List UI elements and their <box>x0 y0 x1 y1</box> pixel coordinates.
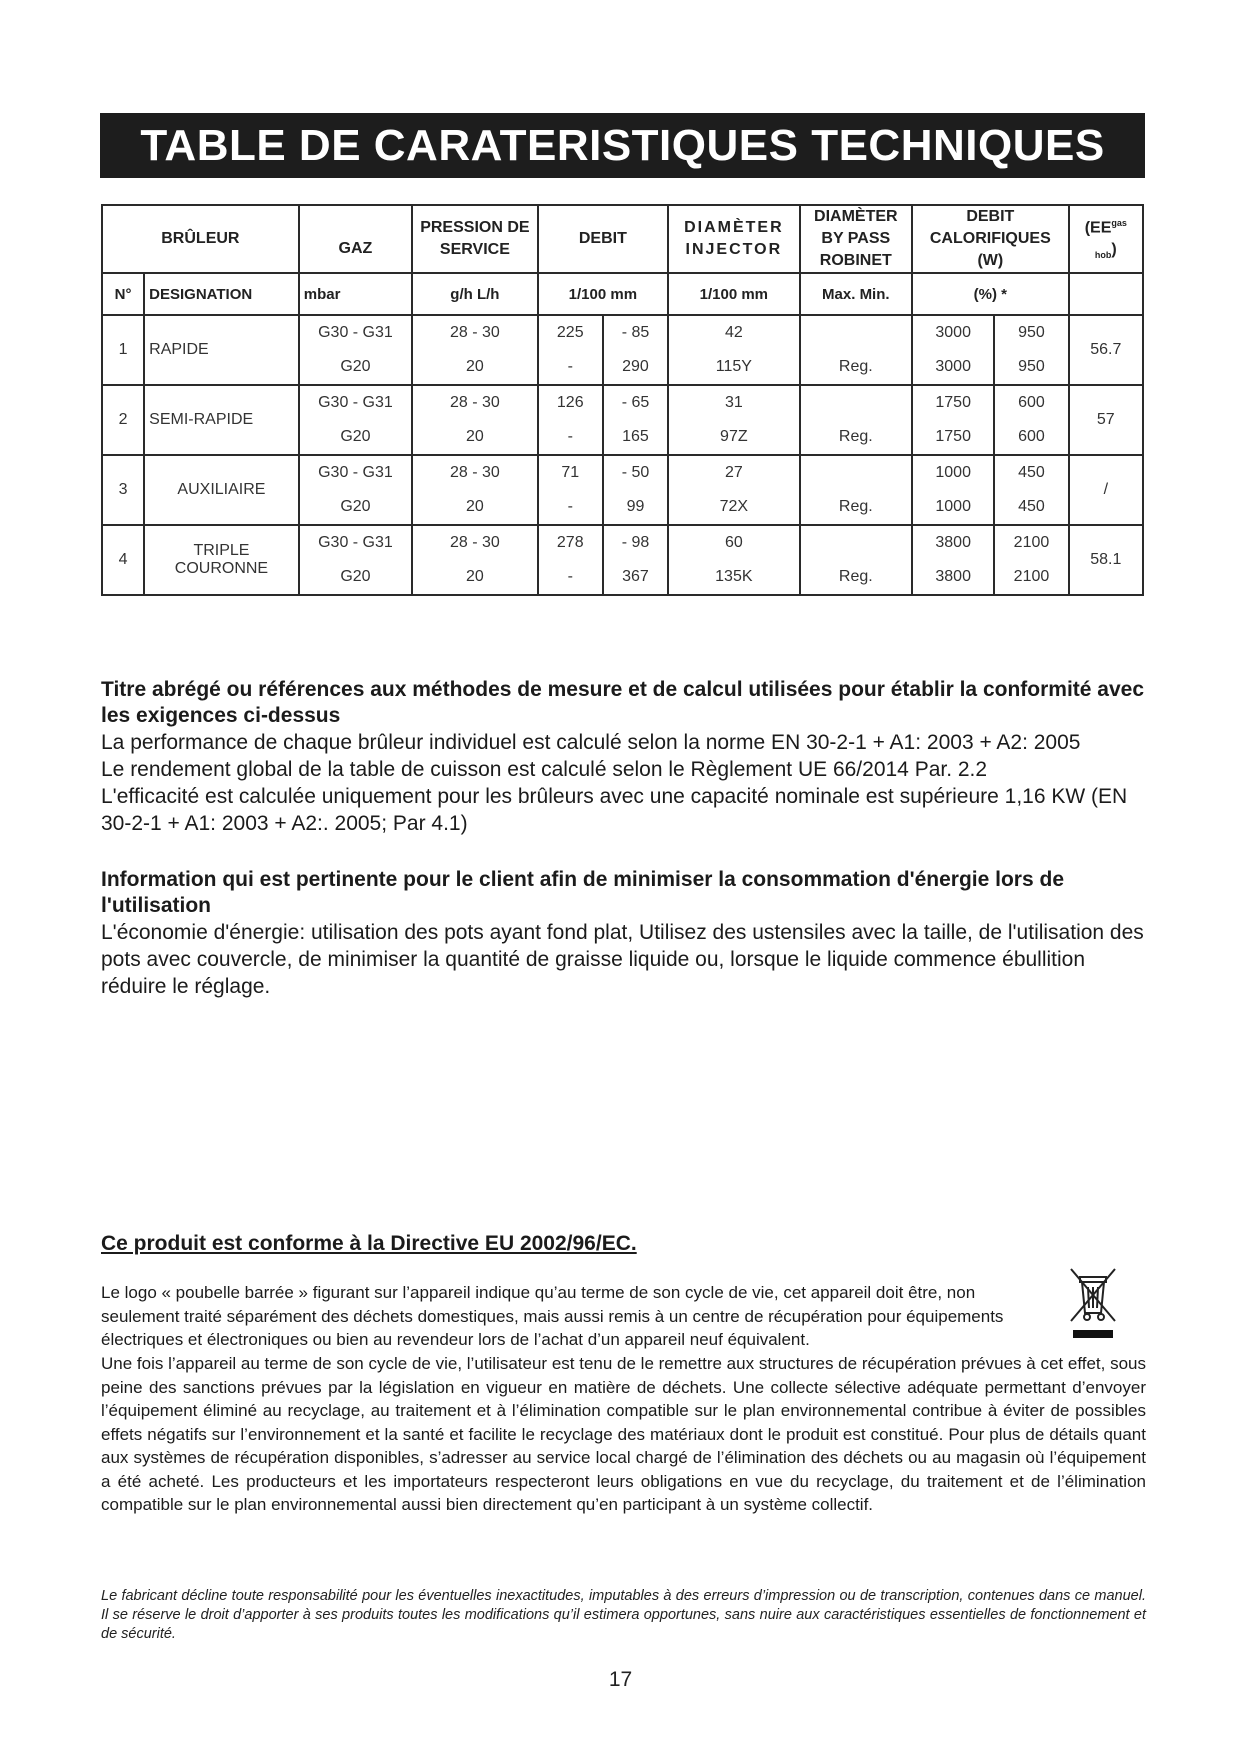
header-ee-open: (EE <box>1084 219 1112 237</box>
header-diameter-injector: DIAMÈTER INJECTOR <box>668 205 800 273</box>
row-min-1: 450 <box>994 455 1068 490</box>
row-lh-2: 367 <box>603 560 668 595</box>
row-max-1: 1000 <box>912 455 994 490</box>
row-no: 2 <box>102 385 144 455</box>
row-gas-1: G30 - G31 <box>299 525 412 560</box>
row-lh-2: 99 <box>603 490 668 525</box>
row-min-2: 600 <box>994 420 1068 455</box>
row-bypass-1 <box>800 525 912 560</box>
row-pression-2: 20 <box>412 560 537 595</box>
row-gh-2: - <box>538 420 603 455</box>
row-lh-2: 290 <box>603 350 668 385</box>
row-max-2: 1750 <box>912 420 994 455</box>
row-lh-1: - 85 <box>603 315 668 350</box>
subheader-debit-lh: L/h <box>476 285 500 303</box>
row-gas-2: G20 <box>299 490 412 525</box>
row-bypass-2: Reg. <box>800 560 912 595</box>
row-gas-1: G30 - G31 <box>299 315 412 350</box>
row-no: 3 <box>102 455 144 525</box>
methods-line-3: L'efficacité est calculée uniquement pour les brûleurs avec une capacité nominale est supérieure 1,16 KW (EN 30-2-1 + A1: 2003 + A2:. 2005; Par 4.1) <box>101 785 1128 835</box>
row-injector-2: 72X <box>668 490 800 525</box>
row-pression-1: 28 - 30 <box>412 525 537 560</box>
row-max-2: 3800 <box>912 560 994 595</box>
row-gh-1: 278 <box>538 525 603 560</box>
row-ee: 56.7 <box>1069 315 1143 385</box>
row-ee: / <box>1069 455 1143 525</box>
row-pression-1: 28 - 30 <box>412 385 537 420</box>
row-injector-2: 115Y <box>668 350 800 385</box>
row-no: 1 <box>102 315 144 385</box>
subheader-blank <box>1069 273 1143 315</box>
row-lh-1: - 98 <box>603 525 668 560</box>
row-gh-2: - <box>538 560 603 595</box>
row-bypass-1 <box>800 455 912 490</box>
row-bypass-1 <box>800 315 912 350</box>
row-gh-2: - <box>538 350 603 385</box>
subheader-bypass: 1/100 mm <box>668 273 800 315</box>
row-min-2: 950 <box>994 350 1068 385</box>
row-bypass-2: Reg. <box>800 420 912 455</box>
row-gas-2: G20 <box>299 560 412 595</box>
row-min-1: 950 <box>994 315 1068 350</box>
header-debit: DEBIT <box>538 205 668 273</box>
technical-spec-table <box>101 204 1144 596</box>
crossed-out-wheelie-bin-icon <box>1063 1263 1123 1341</box>
row-bypass-1 <box>800 385 912 420</box>
header-bruleur: BRÛLEUR <box>102 205 299 273</box>
row-bypass-2: Reg. <box>800 490 912 525</box>
directive-title: Ce produit est conforme à la Directive EU 2002/96/EC. <box>101 1232 637 1255</box>
header-gaz: GAZ <box>299 205 412 273</box>
row-gas-2: G20 <box>299 420 412 455</box>
methods-line-1: La performance de chaque brûleur individuel est calculé selon la norme EN 30-2-1 + A1: 2003 + A2: 2005 <box>101 731 1081 754</box>
row-gas-1: G30 - G31 <box>299 385 412 420</box>
table-row <box>102 455 1143 490</box>
table-header-row <box>102 205 1143 273</box>
row-gh-1: 225 <box>538 315 603 350</box>
subheader-no: N° <box>102 273 144 315</box>
subheader-debit-gh: g/h <box>450 285 473 303</box>
methods-line-2: Le rendement global de la table de cuisson est calculé selon le Règlement UE 66/2014 Par. 2.2 <box>101 758 988 781</box>
subheader-designation: DESIGNATION <box>144 273 299 315</box>
header-ee-close: ) <box>1111 241 1117 259</box>
row-ee: 58.1 <box>1069 525 1143 595</box>
disclaimer: Le fabricant décline toute responsabilité pour les éventuelles inexactitudes, imputables à des erreurs d’impression ou de transcription, contenues dans ce manuel. Il se réserve le droit d’apporter à ses produits toutes les modifications qu’il estimera opportunes, sans nuire aux caractéristiques essentielles de fonctionnement et de sécurité. <box>101 1588 1146 1642</box>
row-pression-2: 20 <box>412 420 537 455</box>
row-designation: RAPIDE <box>144 315 299 385</box>
row-max-1: 3000 <box>912 315 994 350</box>
row-injector-1: 27 <box>668 455 800 490</box>
header-ee-sub-hob: hob <box>1094 250 1112 261</box>
directive-paragraph-1: Le logo « poubelle barrée » figurant sur l’appareil indique qu’au terme de son cycle de vie, cet appareil doit être, non seulement traité séparément des déchets domestiques, mais aussi remis à un centre de récupération pour équipements électriques et électroniques ou bien au revendeur lors de l’achat d’un appareil neuf équivalent. <box>101 1283 1004 1349</box>
row-gas-1: G30 - G31 <box>299 455 412 490</box>
table-row <box>102 385 1143 420</box>
row-ee: 57 <box>1069 385 1143 455</box>
row-min-2: 450 <box>994 490 1068 525</box>
directive-paragraph-2: Une fois l’appareil au terme de son cycle de vie, l’utilisateur est tenu de le remettre aux structures de récupération prévues à cet effet, sous peine des sanctions prévues par la législation en vigueur en matière de déchets. Une collecte sélective adéquate permettant d’envoyer l’équipement éliminé au recyclage, au traitement et à l’élimination compatible sur le plan environnemental contribue à éviter de possibles effets négatifs sur l’environnement et la santé et facilite le recyclage des matériaux dont le produit est constitué. Pour plus de détails quant aux systèmes de récupération disponibles, s’adresser au service local chargé de l’élimination des déchets ou au magasin où l’équipement a été acheté. Les producteurs et les importateurs respecteront leurs obligations en vue du recyclage, du traitement et de l’élimination compatible sur le plan environnemental aussi bien directement qu’en participant à un système collectif. <box>101 1354 1146 1514</box>
row-designation: TRIPLE COURONNE <box>144 525 299 595</box>
subheader-mbar: mbar <box>299 273 412 315</box>
row-pression-2: 20 <box>412 350 537 385</box>
row-lh-1: - 50 <box>603 455 668 490</box>
energy-info-section <box>101 867 1146 1000</box>
subheader-max-min <box>800 273 912 315</box>
row-injector-1: 42 <box>668 315 800 350</box>
header-diameter-bypass: DIAMÈTER BY PASS ROBINET <box>800 205 912 273</box>
row-min-1: 2100 <box>994 525 1068 560</box>
row-pression-1: 28 - 30 <box>412 455 537 490</box>
table-row <box>102 525 1143 560</box>
header-debit-calorifiques: DEBIT CALORIFIQUES (W) <box>912 205 1069 273</box>
page-number: 17 <box>608 1668 633 1691</box>
subheader-max: Max. <box>822 285 856 303</box>
row-injector-2: 97Z <box>668 420 800 455</box>
header-ee <box>1069 205 1143 273</box>
row-max-2: 3000 <box>912 350 994 385</box>
row-gh-1: 126 <box>538 385 603 420</box>
row-gas-2: G20 <box>299 350 412 385</box>
row-pression-2: 20 <box>412 490 537 525</box>
row-injector-2: 135K <box>668 560 800 595</box>
subheader-debit <box>412 273 537 315</box>
row-pression-1: 28 - 30 <box>412 315 537 350</box>
row-min-1: 600 <box>994 385 1068 420</box>
row-lh-1: - 65 <box>603 385 668 420</box>
energy-info-body: L'économie d'énergie: utilisation des pots ayant fond plat, Utilisez des ustensiles avec la taille, de l'utilisation des pots avec couvercle, de minimiser la quantité de graisse liquide ou, lorsque le liquide commence ébullition réduire le réglage. <box>101 921 1144 998</box>
row-max-2: 1000 <box>912 490 994 525</box>
row-max-1: 1750 <box>912 385 994 420</box>
row-gh-1: 71 <box>538 455 603 490</box>
subheader-pct: (%) * <box>912 273 1069 315</box>
row-designation: SEMI-RAPIDE <box>144 385 299 455</box>
header-pression: PRESSION DE SERVICE <box>412 205 537 273</box>
row-bypass-2: Reg. <box>800 350 912 385</box>
subheader-min: Min. <box>859 285 890 303</box>
row-max-1: 3800 <box>912 525 994 560</box>
table-subheader-row <box>102 273 1143 315</box>
methods-heading: Titre abrégé ou références aux méthodes de mesure et de calcul utilisées pour établir la conformité avec les exigences ci-dessus <box>101 678 1144 727</box>
row-gh-2: - <box>538 490 603 525</box>
header-ee-sub-gas: gas <box>1111 217 1127 228</box>
row-no: 4 <box>102 525 144 595</box>
table-row <box>102 315 1143 350</box>
row-min-2: 2100 <box>994 560 1068 595</box>
page-title: TABLE DE CARATERISTIQUES TECHNIQUES <box>100 113 1145 178</box>
methods-section <box>101 677 1146 837</box>
subheader-injector: 1/100 mm <box>538 273 668 315</box>
row-injector-1: 31 <box>668 385 800 420</box>
row-lh-2: 165 <box>603 420 668 455</box>
energy-info-heading: Information qui est pertinente pour le client afin de minimiser la consommation d'énergie lors de l'utilisation <box>101 868 1064 917</box>
row-designation: AUXILIAIRE <box>144 455 299 525</box>
row-injector-1: 60 <box>668 525 800 560</box>
